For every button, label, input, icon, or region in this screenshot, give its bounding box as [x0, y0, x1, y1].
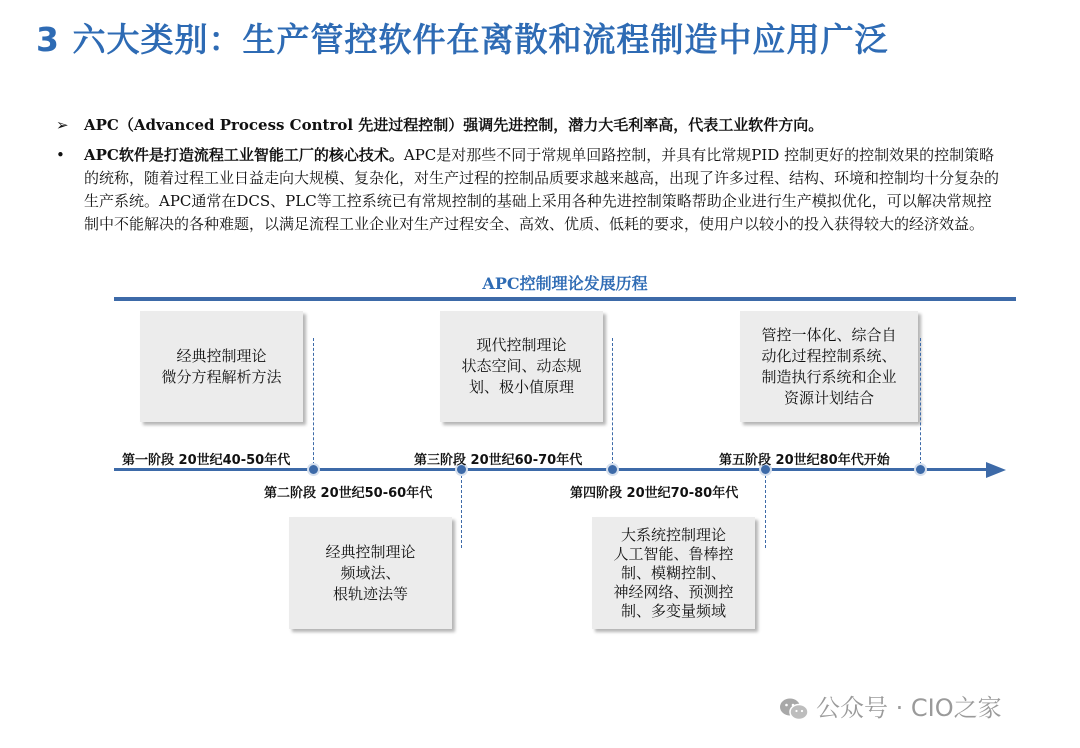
- stage5-label: 第五阶段 20世纪80年代开始: [719, 453, 890, 468]
- timeline-title: APC控制理论发展历程: [482, 274, 648, 293]
- stage5-box-line: 动化过程控制系统、: [761, 346, 897, 365]
- stage3-connector: [612, 338, 613, 465]
- stage3-box-line: 现代控制理论: [476, 336, 567, 354]
- bullet-apc-core: [56, 144, 1006, 236]
- stage3-box-line: 状态空间、动态规: [461, 357, 582, 375]
- timeline-arrow-icon: [986, 462, 1006, 478]
- bullet-apc-intro: [56, 114, 1046, 137]
- stage1-box-line: 微分方程解析方法: [161, 367, 282, 386]
- stage1-marker: [307, 463, 320, 476]
- stage5-marker: [914, 463, 927, 476]
- watermark-text: 公众号 · CIO之家: [816, 694, 1002, 722]
- stage2-label: 第二阶段 20世纪50-60年代: [264, 486, 433, 501]
- stage1-label: 第一阶段 20世纪40-50年代: [122, 453, 291, 468]
- stage1-box-line: 经典控制理论: [176, 346, 267, 365]
- bullet-apc-core-body: [56, 144, 1006, 236]
- stage5-box: [740, 311, 918, 422]
- stage3-marker: [606, 463, 619, 476]
- stage4-box: [592, 517, 755, 629]
- stage2-box-line: 频域法、: [340, 563, 401, 582]
- stage3-label: 第三阶段 20世纪60-70年代: [414, 453, 583, 468]
- bullet-apc-intro-text: APC（Advanced Process Control 先进过程控制）强调先进控制，潜力大毛利率高，代表工业软件方向。: [84, 116, 824, 134]
- stage5-box-line: 制造执行系统和企业: [761, 367, 897, 386]
- stage5-connector: [920, 338, 921, 465]
- stage2-box: [289, 517, 452, 629]
- stage4-box-line: 人工智能、鲁棒控: [613, 544, 734, 563]
- stage4-box-line: 制、模糊控制、: [620, 563, 726, 582]
- stage2-box-line: 根轨迹法等: [332, 584, 408, 603]
- stage4-label: 第四阶段 20世纪70-80年代: [570, 486, 739, 501]
- stage3-box: [440, 311, 603, 422]
- stage1-box: [140, 311, 303, 422]
- stage4-box-line: 制、多变量频域: [620, 601, 726, 620]
- stage3-box-line: 划、极小值原理: [468, 378, 574, 396]
- stage2-connector: [461, 470, 462, 548]
- bullet-apc-core-text: APC是对那些不同于常规单回路控制，并具有比常规PID 控制更好的控制效果的控制策略的统称，随着过程工业日益走向大规模、复杂化，对生产过程的控制品质要求越来越高，出现了许多过程、结构、环境和控制均十分复杂的生产系统。APC通常在DCS、PLC等工控系统已有常规控制的基础上采用各种先进控制策略帮助企业进行生产模拟优化，可以解决常规控制中不能解决的各种难题，以满足流程工业企业对生产过程安全、高效、优质、低耗的要求，使用户以较小的投入获得较大的经济效益。: [84, 146, 1000, 233]
- bullet-apc-core-lead: APC软件是打造流程工业智能工厂的核心技术。: [84, 146, 404, 164]
- stage5-box-line: 资源计划结合: [783, 388, 874, 407]
- stage1-connector: [313, 338, 314, 465]
- stage4-box-line: 大系统控制理论: [620, 525, 726, 544]
- wechat-icon: [778, 697, 810, 721]
- watermark: [778, 688, 1002, 723]
- stage4-box-line: 神经网络、预测控: [613, 582, 734, 601]
- stage4-connector: [765, 470, 766, 548]
- stage2-box-line: 经典控制理论: [325, 542, 416, 561]
- timeline-axis: [114, 468, 988, 471]
- arrow-bullet-icon: ➢: [56, 116, 69, 134]
- stage5-box-line: 管控一体化、综合自: [761, 325, 897, 344]
- dot-bullet-icon: •: [56, 146, 65, 164]
- page-title: 3 六大类别：生产管控软件在离散和流程制造中应用广泛: [36, 20, 889, 59]
- timeline-top-rule: [114, 297, 1016, 301]
